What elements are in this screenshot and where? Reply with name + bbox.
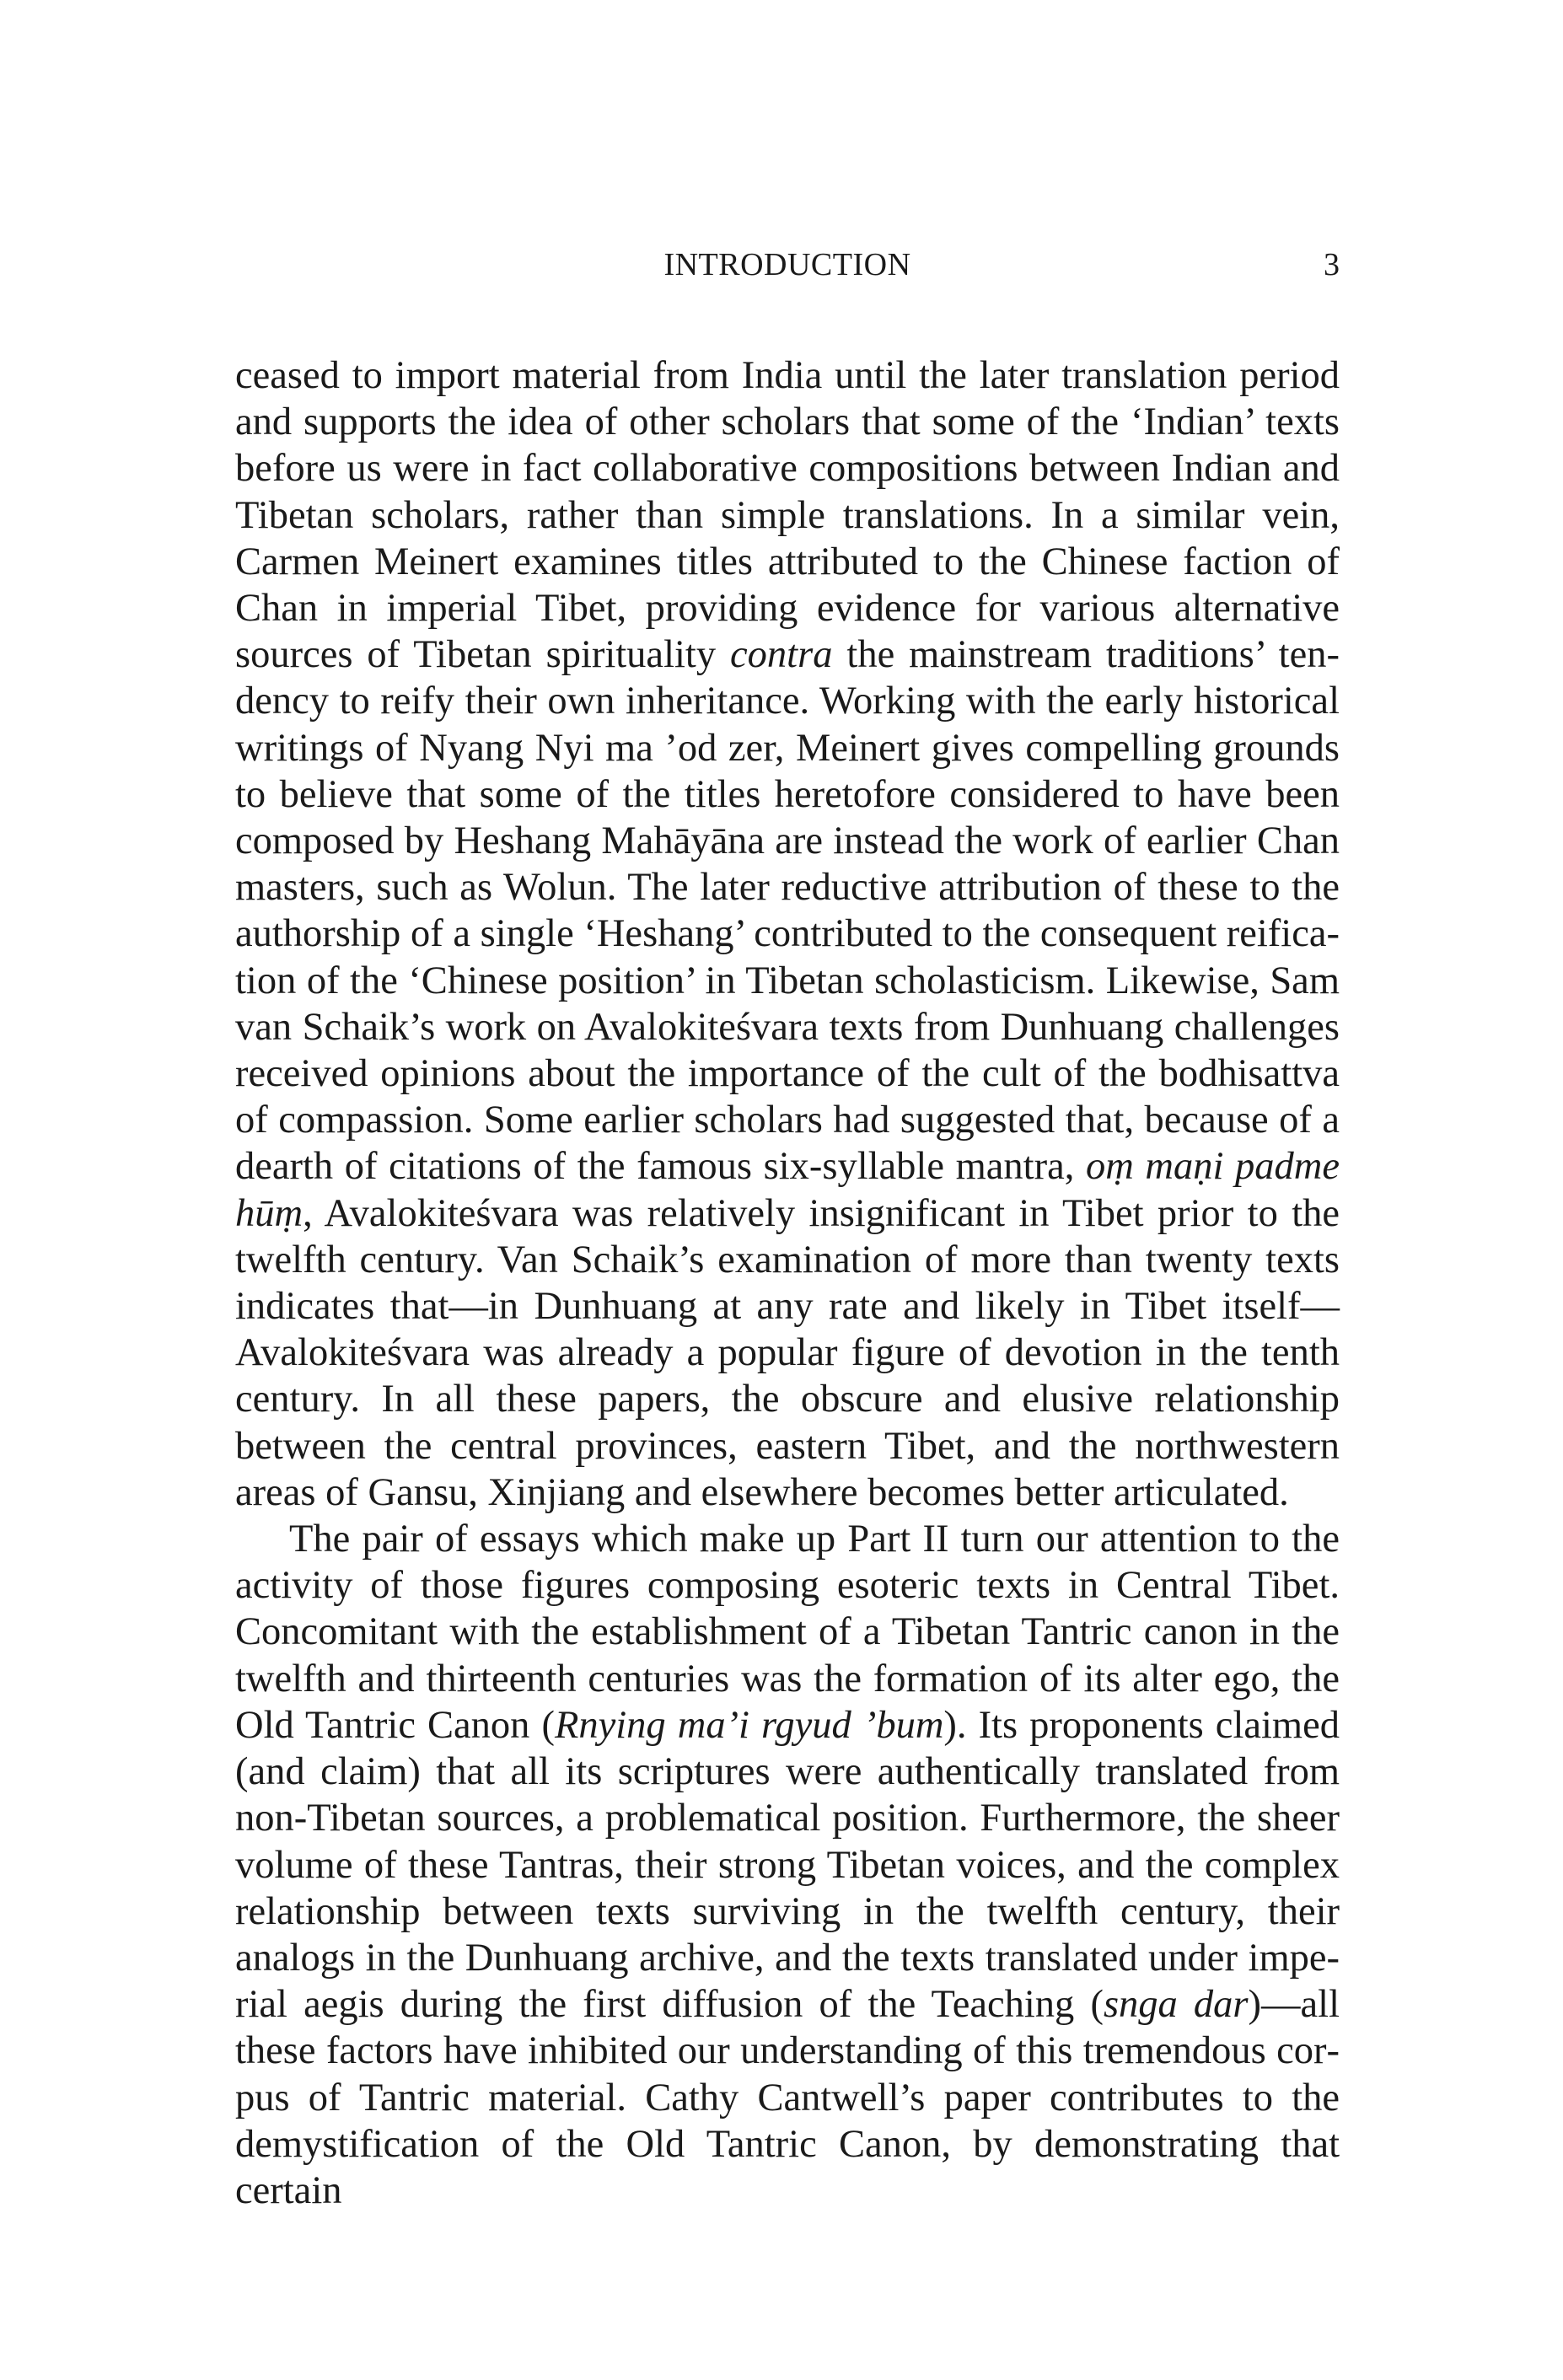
text-segment: The pair of essays which make up Part II turn our attention to the activity of those figures composing esoteric texts in Central Tibet. Concomitant with the establishment of a Tibetan Tantric canon in the twelfth and thirteenth centuries was the formation of its alter ego, the Old Tantric Canon (: [235, 1518, 1340, 1747]
text-segment: ). Its proponents claimed (and claim) that all its scriptures were authentically translated from non-Tibetan sources, a problematical position. Furthermore, the sheer volume of these Tantras, their strong Tibetan voices, and the complex relationship between texts surviving in the twelfth century, their analogs in the Dunhuang archive, and the texts translated under imperial aegis during the first diffusion of the Teaching (: [235, 1703, 1340, 2027]
text-segment: ceased to import material from India until the later translation period and supports the idea of other scholars that some of the ‘Indian’ texts before us were in fact collaborative compositions between Indian and Tibetan scholars, rather than simple translations. In a similar vein, Carmen Meinert examines titles attributed to the Chinese faction of Chan in imperial Tibet, providing evidence for various alternative sources of Tibetan spirituality: [235, 354, 1340, 677]
text-segment: , Avalokiteśvara was relatively insignificant in Tibet prior to the twelfth century. Van Schaik’s examination of more than twenty texts indicates that—in Dunhuang at any rate and likely in Tibet itself—Avalokiteśvara was already a popular figure of devotion in the tenth century. In all these papers, the obscure and elusive relationship between the central provinces, eastern Tibet, and the northwestern areas of Gansu, Xinjiang and elsewhere becomes better articulated.: [235, 1191, 1340, 1514]
italic-term: contra: [730, 633, 833, 677]
running-head: [235, 246, 1340, 288]
paragraph-1: [235, 352, 1340, 1516]
running-title: INTRODUCTION: [663, 247, 911, 282]
paragraph-2: [235, 1516, 1340, 2214]
body-text: [235, 352, 1340, 2214]
italic-term: Rnying ma’i rgyud ’bum: [554, 1703, 944, 1747]
text-segment: the mainstream traditions’ tendency to reify their own inheritance. Working with the early historical writings of Nyang Nyi ma ’od zer, Meinert gives compelling grounds to believe that some of the titles heretofore considered to have been composed by Heshang Mahāyāna are instead the work of earlier Chan masters, such as Wolun. The later reductive attribution of these to the authorship of a single ‘Heshang’ contributed to the consequent reification of the ‘Chinese position’ in Tibetan scholasticism. Likewise, Sam van Schaik’s work on Avalokiteśvara texts from Dunhuang challenges received opinions about the importance of the cult of the bodhisattva of compassion. Some earlier scholars had suggested that, because of a dearth of citations of the famous six-syllable mantra,: [235, 633, 1340, 1189]
text-segment: )—all these factors have inhibited our understanding of this tremendous corpus of Tantric material. Cathy Cantwell’s paper contributes to the demystification of the Old Tantric Canon, by demonstrating that certain: [235, 1983, 1340, 2212]
italic-term: oṃ maṇi padme hūṃ: [235, 1145, 1340, 1235]
page-number: 3: [1324, 247, 1340, 282]
italic-term: snga dar: [1103, 1983, 1249, 2027]
